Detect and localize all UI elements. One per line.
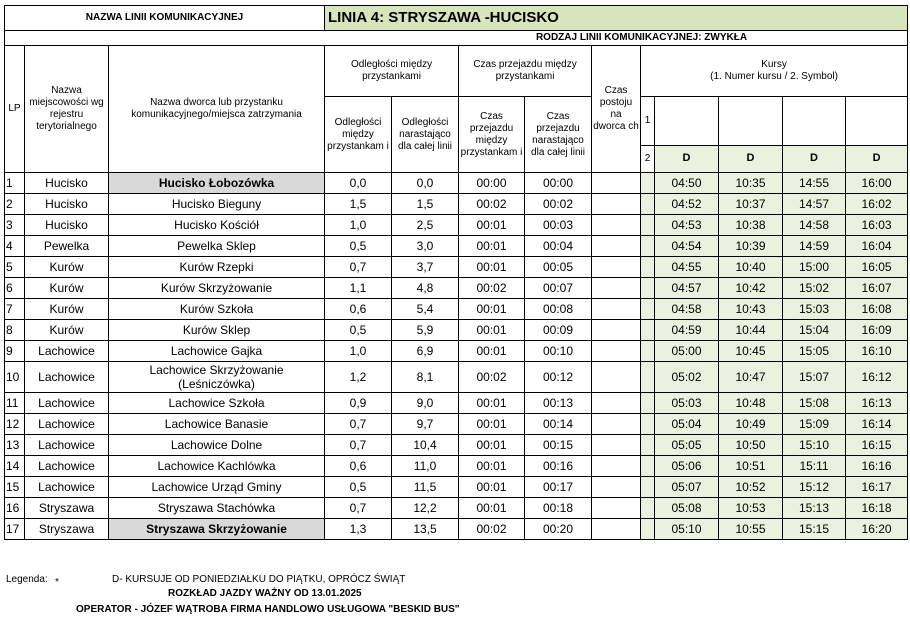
time-cumulative: 00:09 [525,320,592,341]
stopover-cell [592,498,641,519]
town-name: Lachowice [25,435,109,456]
table-row [5,173,908,194]
departure-time: 15:08 [783,393,846,414]
town-name: Stryszawa [25,519,109,540]
departure-time: 05:10 [655,519,719,540]
table-row [5,278,908,299]
run-label-cell [641,341,655,362]
time-cumulative: 00:04 [525,236,592,257]
departure-time: 05:08 [655,498,719,519]
col-time-group: Czas przejazdu między przystankami [459,46,592,97]
table-row [5,341,908,362]
departure-time: 15:12 [783,477,846,498]
distance-cumulative: 13,5 [392,519,459,540]
departure-time: 16:04 [846,236,908,257]
stopover-cell [592,194,641,215]
table-row [5,498,908,519]
departure-time: 15:02 [783,278,846,299]
time-cumulative: 00:02 [525,194,592,215]
departure-time: 14:55 [783,173,846,194]
stopover-cell [592,257,641,278]
departure-time: 16:17 [846,477,908,498]
departure-time: 10:47 [719,362,783,393]
departure-time: 05:05 [655,435,719,456]
distance-between: 0,7 [325,414,392,435]
table-row [5,299,908,320]
departure-time: 15:10 [783,435,846,456]
town-name: Hucisko [25,194,109,215]
departure-time: 15:15 [783,519,846,540]
col-runs-group [641,46,908,97]
col-stop: Nazwa dworca lub przystanku komunikacyjnego/miejsca zatrzymania [109,46,325,173]
stopover-cell [592,341,641,362]
town-name: Lachowice [25,341,109,362]
stopover-cell [592,278,641,299]
departure-time: 10:35 [719,173,783,194]
run-label-cell [641,320,655,341]
run-symbol: D [783,146,846,173]
departure-time: 16:10 [846,341,908,362]
col-distance-group: Odległości między przystankami [325,46,459,97]
stopover-cell [592,456,641,477]
runs-subtitle: (1. Numer kursu / 2. Symbol) [710,71,838,82]
departure-time: 15:13 [783,498,846,519]
col-time-between: Czas przejazdu między przystankam i [459,97,525,173]
time-between: 00:01 [459,393,525,414]
distance-cumulative: 2,5 [392,215,459,236]
departure-time: 15:11 [783,456,846,477]
departure-time: 04:59 [655,320,719,341]
departure-time: 16:03 [846,215,908,236]
time-cumulative: 00:08 [525,299,592,320]
departure-time: 16:13 [846,393,908,414]
distance-between: 1,0 [325,341,392,362]
time-between: 00:01 [459,236,525,257]
table-row [5,477,908,498]
time-between: 00:02 [459,362,525,393]
distance-between: 0,9 [325,393,392,414]
time-between: 00:02 [459,278,525,299]
time-cumulative: 00:10 [525,341,592,362]
time-between: 00:00 [459,173,525,194]
departure-time: 14:59 [783,236,846,257]
departure-time: 10:49 [719,414,783,435]
distance-between: 0,0 [325,173,392,194]
distance-cumulative: 11,0 [392,456,459,477]
departure-time: 10:38 [719,215,783,236]
distance-between: 0,6 [325,456,392,477]
departure-time: 10:43 [719,299,783,320]
departure-time: 16:12 [846,362,908,393]
town-name: Hucisko [25,173,109,194]
distance-cumulative: 11,5 [392,477,459,498]
stopover-cell [592,320,641,341]
distance-cumulative: 3,0 [392,236,459,257]
departure-time: 10:39 [719,236,783,257]
distance-cumulative: 4,8 [392,278,459,299]
stopover-cell [592,519,641,540]
table-row [5,194,908,215]
time-between: 00:01 [459,498,525,519]
run-label-cell [641,519,655,540]
departure-time: 10:55 [719,519,783,540]
time-between: 00:01 [459,320,525,341]
stopover-cell [592,477,641,498]
departure-time: 10:52 [719,477,783,498]
col-dist-cumulative: Odległości narastająco dla całej linii [392,97,459,173]
time-between: 00:01 [459,477,525,498]
time-between: 00:01 [459,435,525,456]
stop-name: Hucisko Łobozówka [109,173,325,194]
table-row [5,215,908,236]
time-between: 00:01 [459,257,525,278]
departure-time: 10:40 [719,257,783,278]
time-cumulative: 00:07 [525,278,592,299]
run-label-cell [641,414,655,435]
distance-between: 0,7 [325,498,392,519]
runs-title: Kursy [761,59,787,70]
departure-time: 05:00 [655,341,719,362]
table-row [5,257,908,278]
run-number [846,97,908,146]
departure-time: 16:14 [846,414,908,435]
run-label-cell [641,435,655,456]
distance-between: 0,5 [325,477,392,498]
operator: OPERATOR - JÓZEF WĄTROBA FIRMA HANDLOWO USŁUGOWA "BESKID BUS" [76,604,460,615]
time-cumulative: 00:14 [525,414,592,435]
run-label-cell [641,278,655,299]
run-number-label: 1 [641,97,655,146]
time-cumulative: 00:05 [525,257,592,278]
stop-name: Kurów Skrzyżowanie [109,278,325,299]
time-cumulative: 00:12 [525,362,592,393]
stop-number: 7 [5,299,25,320]
time-cumulative: 00:18 [525,498,592,519]
run-label-cell [641,456,655,477]
stop-number: 2 [5,194,25,215]
stop-number: 1 [5,173,25,194]
departure-time: 10:42 [719,278,783,299]
stop-name: Lachowice Urząd Gminy [109,477,325,498]
stop-name: Lachowice Banasie [109,414,325,435]
departure-time: 05:06 [655,456,719,477]
distance-between: 0,7 [325,257,392,278]
stop-number: 12 [5,414,25,435]
run-label-cell [641,173,655,194]
departure-time: 15:04 [783,320,846,341]
stop-number: 3 [5,215,25,236]
table-row [5,393,908,414]
departure-time: 10:50 [719,435,783,456]
col-lp: LP [5,46,25,173]
stopover-cell [592,362,641,393]
town-name: Kurów [25,278,109,299]
run-label-cell [641,215,655,236]
departure-time: 15:09 [783,414,846,435]
legend-mark: * [55,577,59,588]
stop-name: Kurów Rzepki [109,257,325,278]
town-name: Kurów [25,257,109,278]
time-cumulative: 00:03 [525,215,592,236]
col-stopover: Czas postoju na dworca ch [592,46,641,173]
departure-time: 16:07 [846,278,908,299]
stop-number: 15 [5,477,25,498]
departure-time: 10:51 [719,456,783,477]
town-name: Lachowice [25,362,109,393]
col-dist-between: Odległości między przystankam i [325,97,392,173]
time-cumulative: 00:00 [525,173,592,194]
town-name: Lachowice [25,477,109,498]
table-row [5,414,908,435]
departure-time: 04:50 [655,173,719,194]
stop-name: Kurów Szkoła [109,299,325,320]
distance-cumulative: 0,0 [392,173,459,194]
timetable [4,5,908,540]
departure-time: 10:45 [719,341,783,362]
town-name: Lachowice [25,414,109,435]
stop-number: 6 [5,278,25,299]
distance-between: 0,5 [325,236,392,257]
distance-cumulative: 5,9 [392,320,459,341]
distance-between: 1,0 [325,215,392,236]
stop-name: Lachowice Kachlówka [109,456,325,477]
legend-text: D- KURSUJE OD PONIEDZIAŁKU DO PIĄTKU, OPRÓCZ ŚWIĄT [112,574,406,585]
stop-name: Hucisko Bieguny [109,194,325,215]
stop-name: Lachowice Dolne [109,435,325,456]
departure-time: 10:37 [719,194,783,215]
departure-time: 14:58 [783,215,846,236]
distance-cumulative: 12,2 [392,498,459,519]
stop-number: 10 [5,362,25,393]
table-row [5,320,908,341]
stop-name: Lachowice Gajka [109,341,325,362]
stop-name: Stryszawa Skrzyżowanie [109,519,325,540]
departure-time: 16:15 [846,435,908,456]
stop-number: 17 [5,519,25,540]
departure-time: 14:57 [783,194,846,215]
stop-number: 5 [5,257,25,278]
town-name: Hucisko [25,215,109,236]
run-number [719,97,783,146]
departure-time: 16:02 [846,194,908,215]
time-between: 00:02 [459,519,525,540]
run-label-cell [641,362,655,393]
departure-time: 15:07 [783,362,846,393]
stop-name: Lachowice Szkoła [109,393,325,414]
distance-between: 0,6 [325,299,392,320]
departure-time: 10:53 [719,498,783,519]
table-row [5,362,908,393]
col-town: Nazwa miejscowości wg rejestru terytorialnego [25,46,109,173]
stopover-cell [592,236,641,257]
departure-time: 05:02 [655,362,719,393]
departure-time: 05:07 [655,477,719,498]
departure-time: 16:09 [846,320,908,341]
stop-name: Lachowice Skrzyżowanie (Leśniczówka) [109,362,325,393]
time-cumulative: 00:16 [525,456,592,477]
run-label-cell [641,236,655,257]
valid-from: ROZKŁAD JAZDY WAŻNY OD 13.01.2025 [168,588,362,599]
line-title: LINIA 4: STRYSZAWA -HUCISKO [325,6,908,31]
distance-between: 1,2 [325,362,392,393]
run-label-cell [641,194,655,215]
departure-time: 15:00 [783,257,846,278]
stop-number: 11 [5,393,25,414]
stop-number: 14 [5,456,25,477]
departure-time: 16:16 [846,456,908,477]
departure-time: 16:20 [846,519,908,540]
col-time-cumulative: Czas przejazdu narastająco dla całej linii [525,97,592,173]
table-row [5,236,908,257]
stop-number: 8 [5,320,25,341]
distance-cumulative: 5,4 [392,299,459,320]
town-name: Lachowice [25,393,109,414]
line-name-label: NAZWA LINII KOMUNIKACYJNEJ [5,6,325,31]
time-between: 00:01 [459,414,525,435]
distance-between: 0,5 [325,320,392,341]
distance-cumulative: 8,1 [392,362,459,393]
departure-time: 04:54 [655,236,719,257]
departure-time: 05:03 [655,393,719,414]
stopover-cell [592,215,641,236]
run-symbol-label: 2 [641,146,655,173]
distance-between: 1,5 [325,194,392,215]
town-name: Kurów [25,299,109,320]
run-label-cell [641,477,655,498]
table-row [5,519,908,540]
time-between: 00:01 [459,341,525,362]
stop-name: Hucisko Kościół [109,215,325,236]
run-label-cell [641,257,655,278]
departure-time: 04:55 [655,257,719,278]
departure-time: 04:58 [655,299,719,320]
stop-name: Stryszawa Stachówka [109,498,325,519]
run-symbol: D [655,146,719,173]
distance-cumulative: 1,5 [392,194,459,215]
departure-time: 15:05 [783,341,846,362]
time-cumulative: 00:17 [525,477,592,498]
run-symbol: D [719,146,783,173]
time-between: 00:01 [459,299,525,320]
town-name: Kurów [25,320,109,341]
stop-number: 13 [5,435,25,456]
town-name: Pewelka [25,236,109,257]
legend-label: Legenda: [6,574,48,585]
time-between: 00:01 [459,456,525,477]
departure-time: 04:57 [655,278,719,299]
town-name: Lachowice [25,456,109,477]
town-name: Stryszawa [25,498,109,519]
departure-time: 04:52 [655,194,719,215]
run-number [783,97,846,146]
run-number [655,97,719,146]
distance-between: 1,1 [325,278,392,299]
distance-between: 1,3 [325,519,392,540]
table-row [5,435,908,456]
stop-name: Pewelka Sklep [109,236,325,257]
time-cumulative: 00:13 [525,393,592,414]
run-label-cell [641,393,655,414]
time-between: 00:01 [459,215,525,236]
time-cumulative: 00:20 [525,519,592,540]
distance-cumulative: 9,0 [392,393,459,414]
run-symbol: D [846,146,908,173]
time-between: 00:02 [459,194,525,215]
run-label-cell [641,299,655,320]
distance-cumulative: 10,4 [392,435,459,456]
stopover-cell [592,393,641,414]
stopover-cell [592,173,641,194]
departure-time: 10:48 [719,393,783,414]
stopover-cell [592,435,641,456]
distance-cumulative: 6,9 [392,341,459,362]
stopover-cell [592,299,641,320]
stop-number: 16 [5,498,25,519]
distance-between: 0,7 [325,435,392,456]
stop-name: Kurów Sklep [109,320,325,341]
departure-time: 10:44 [719,320,783,341]
departure-time: 04:53 [655,215,719,236]
blank-cell [5,31,325,46]
stopover-cell [592,414,641,435]
departure-time: 16:08 [846,299,908,320]
line-kind: RODZAJ LINII KOMUNIKACYJNEJ: ZWYKŁA [325,31,908,46]
table-row [5,456,908,477]
departure-time: 16:18 [846,498,908,519]
time-cumulative: 00:15 [525,435,592,456]
departure-time: 16:00 [846,173,908,194]
departure-time: 05:04 [655,414,719,435]
distance-cumulative: 3,7 [392,257,459,278]
distance-cumulative: 9,7 [392,414,459,435]
stop-number: 4 [5,236,25,257]
previous-section-remnant [330,0,907,4]
departure-time: 16:05 [846,257,908,278]
stop-number: 9 [5,341,25,362]
run-label-cell [641,498,655,519]
departure-time: 15:03 [783,299,846,320]
